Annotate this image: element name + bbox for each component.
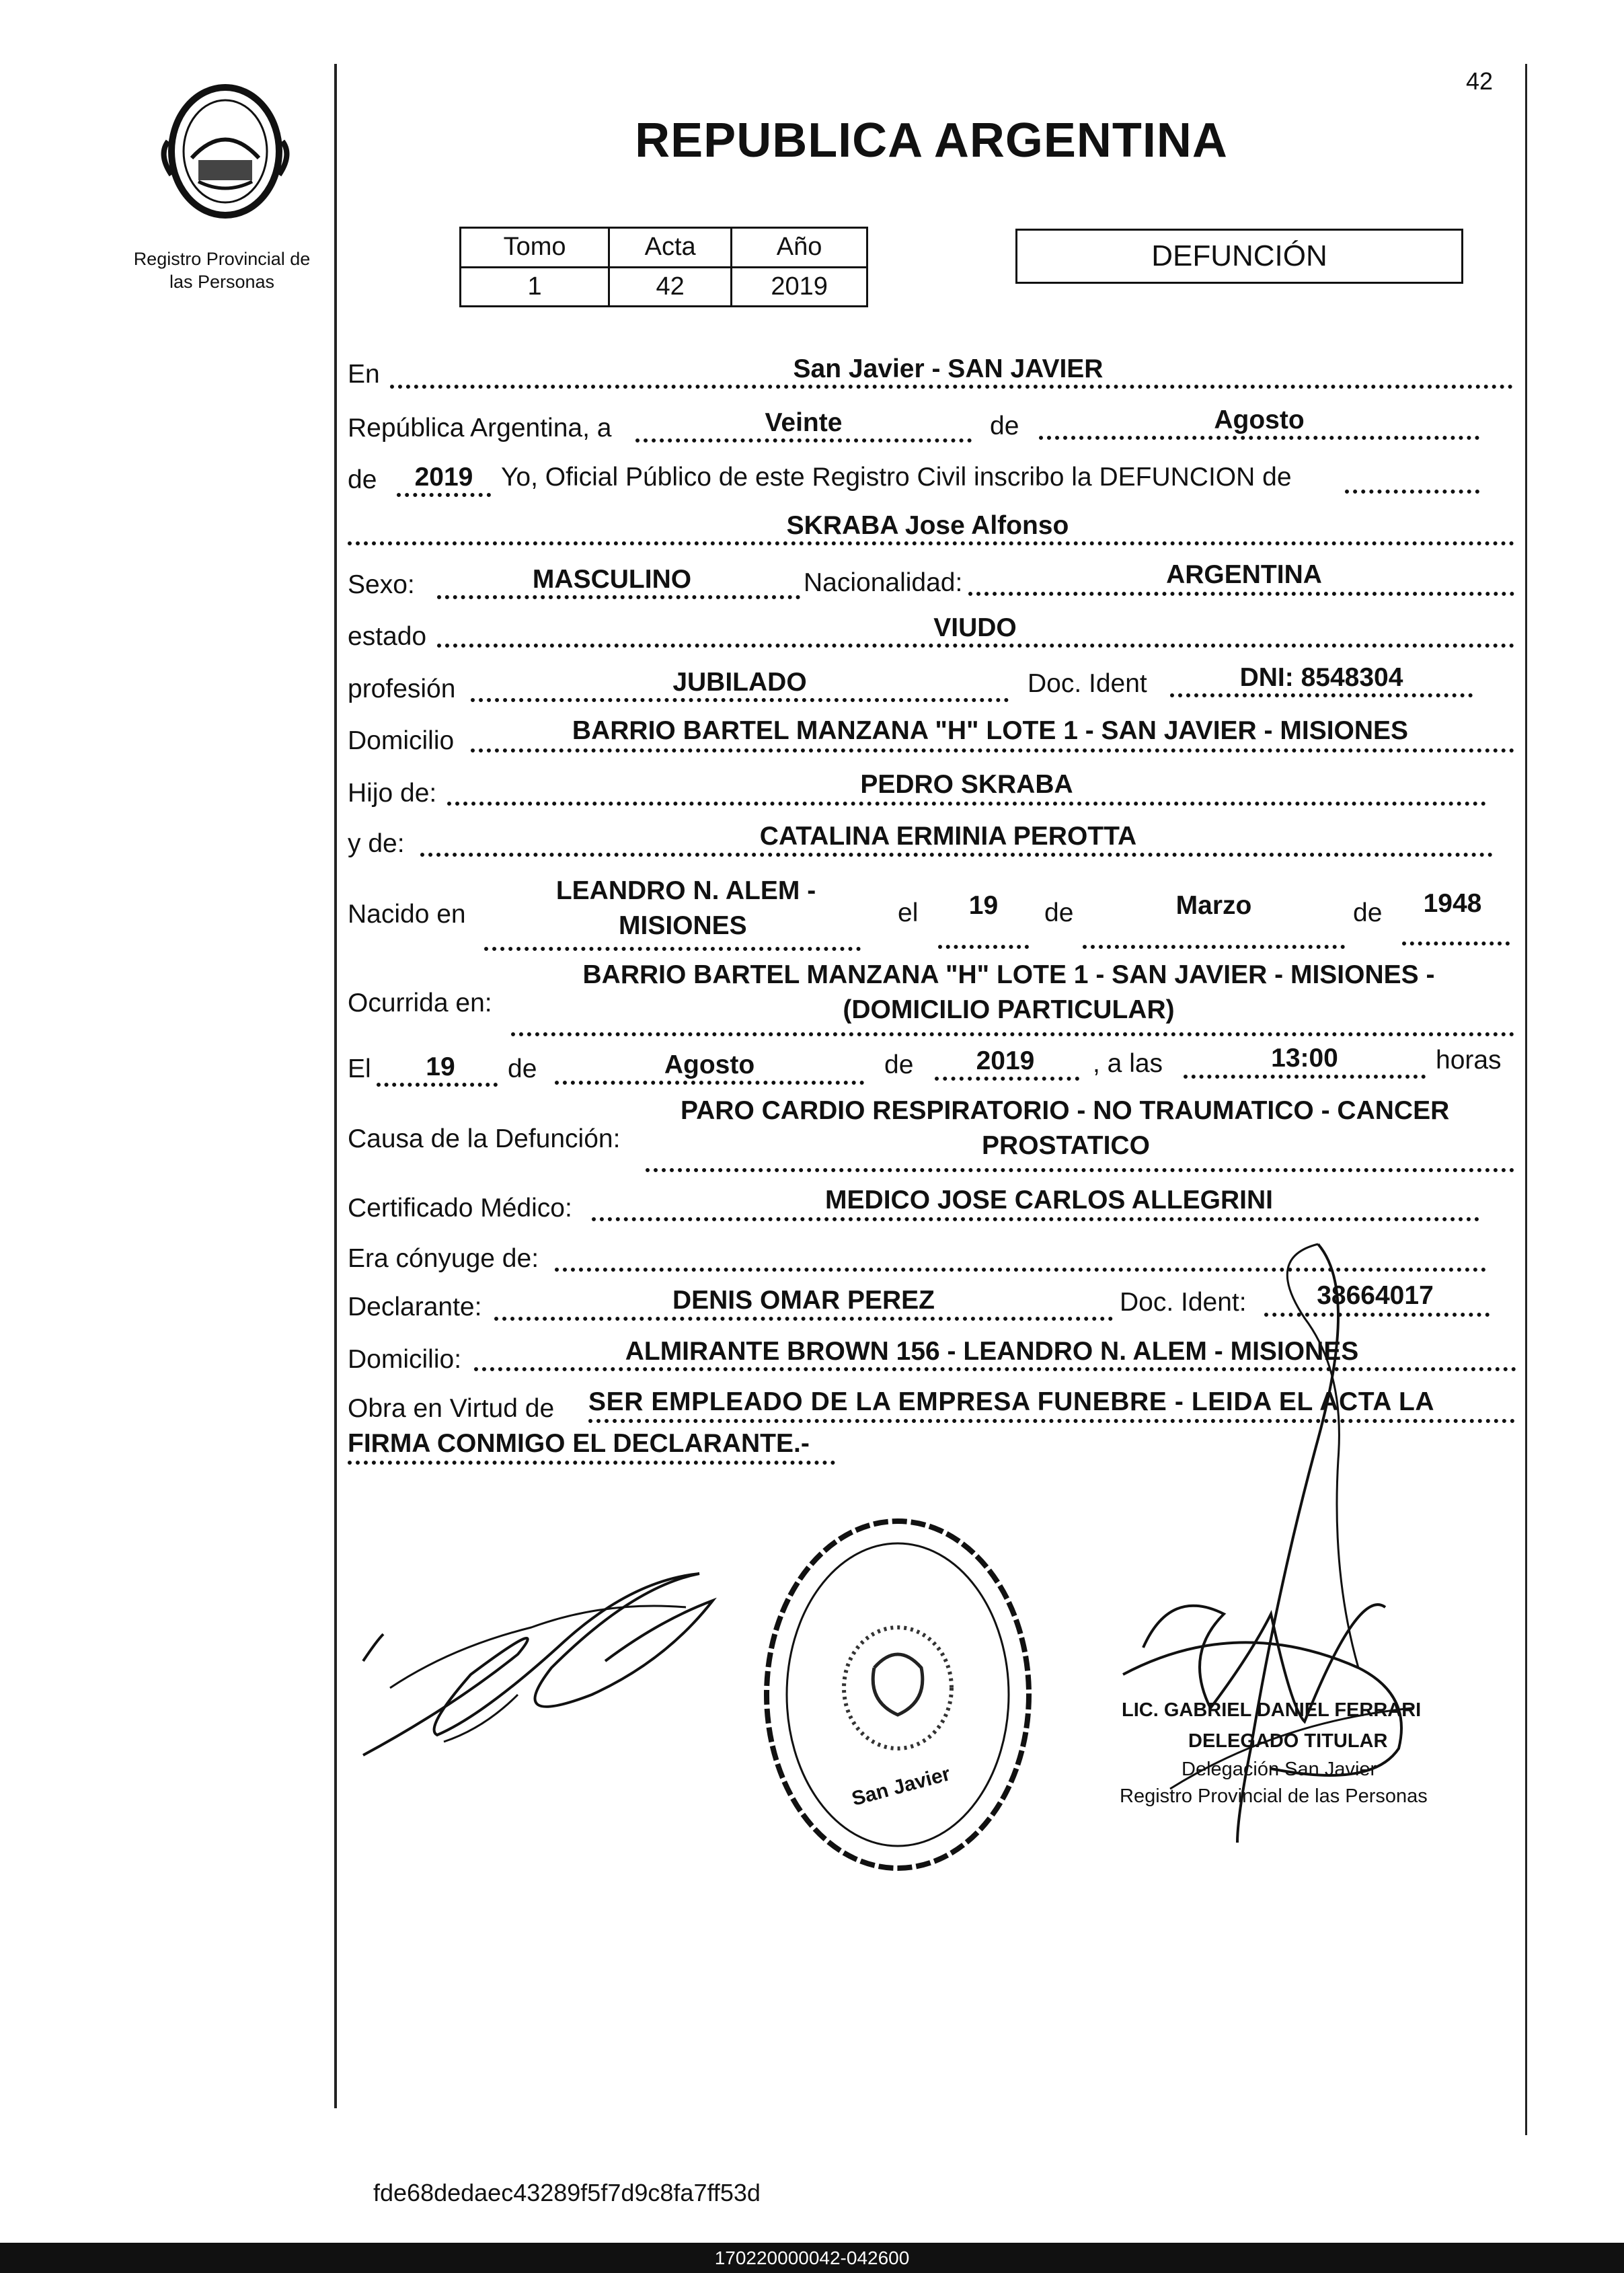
oficial-text: Yo, Oficial Público de este Registro Civil inscribo la DEFUNCION de [501, 463, 1292, 492]
estado-value: VIUDO [933, 613, 1017, 642]
stamp-center-text: San Javier [849, 1763, 953, 1810]
place-value: San Javier - SAN JAVIER [793, 354, 1104, 383]
birth-year: 1948 [1423, 889, 1482, 918]
year-value: 2019 [414, 463, 473, 492]
death-month-dotted-line [555, 1081, 864, 1085]
death-year: 2019 [976, 1046, 1035, 1075]
obra-line2: FIRMA CONMIGO EL DECLARANTE.- [348, 1429, 810, 1458]
alas-label: , a las [1093, 1049, 1163, 1078]
record-value-ano: 2019 [732, 267, 867, 307]
de-label-2: de [348, 465, 377, 494]
cause-line2: PROSTATICO [982, 1131, 1150, 1160]
official-stamp [753, 1506, 1042, 1883]
barcode-number-bar: 170220000042-042600 [0, 2243, 1624, 2273]
de-label-6: de [884, 1050, 914, 1079]
declarante-label: Declarante: [348, 1293, 482, 1321]
cause-dotted-line [646, 1168, 1514, 1172]
birth-day-dotted-line [938, 945, 1029, 949]
record-table [459, 227, 868, 307]
estado-dotted-line [437, 644, 1514, 648]
year-dotted-line [397, 493, 491, 497]
de-label-3: de [1044, 898, 1074, 927]
conyuge-label: Era cónyuge de: [348, 1244, 539, 1273]
record-header-ano: Año [732, 228, 867, 268]
decl-doc-label: Doc. Ident: [1120, 1288, 1247, 1317]
day-dotted-line [635, 438, 972, 442]
mother-dotted-line [420, 853, 1493, 857]
nacionalidad-dotted-line [968, 592, 1514, 596]
document-title: REPUBLICA ARGENTINA [635, 114, 1228, 167]
death-time-dotted-line [1184, 1075, 1426, 1079]
cause-line1: PARO CARDIO RESPIRATORIO - NO TRAUMATICO - CANCER [681, 1096, 1450, 1125]
official-name: LIC. GABRIEL DANIEL FERRARI [1122, 1699, 1422, 1721]
mother-value: CATALINA ERMINIA PEROTTA [759, 822, 1137, 851]
record-type-box: DEFUNCIÓN [1015, 229, 1463, 284]
record-header-tomo: Tomo [461, 228, 609, 268]
birth-day: 19 [968, 891, 999, 920]
place-dotted-line [390, 385, 1513, 389]
decl-domicilio-value: ALMIRANTE BROWN 156 - LEANDRO N. ALEM - MISIONES [625, 1337, 1359, 1366]
left-margin-line [334, 64, 337, 2108]
domicilio-value: BARRIO BARTEL MANZANA "H" LOTE 1 - SAN JAVIER - MISIONES [572, 716, 1409, 745]
death-year-dotted-line [935, 1077, 1079, 1081]
death-time: 13:00 [1271, 1044, 1338, 1073]
birthplace-line1: LEANDRO N. ALEM - [555, 876, 816, 905]
record-value-tomo: 1 [461, 267, 609, 307]
horas-label: horas [1436, 1046, 1502, 1075]
declarante-value: DENIS OMAR PEREZ [672, 1286, 935, 1315]
el-label: el [898, 898, 919, 927]
nacionalidad-label: Nacionalidad: [804, 568, 963, 597]
domicilio-label: Domicilio [348, 726, 455, 755]
El-label: El [348, 1054, 371, 1083]
registry-label-line2: las Personas [169, 272, 275, 292]
doc-ident-value: DNI: 8548304 [1239, 663, 1403, 692]
sexo-label: Sexo: [348, 570, 415, 599]
sexo-dotted-line [437, 595, 800, 599]
en-label: En [348, 360, 380, 389]
decl-domicilio-label: Domicilio: [348, 1345, 462, 1374]
official-delegation: Delegación San Javier [1182, 1759, 1377, 1780]
decl-doc-value: 38664017 [1317, 1281, 1434, 1310]
province-seal-logo [151, 81, 299, 229]
record-value-acta: 42 [609, 267, 732, 307]
official-title: DELEGADO TITULAR [1188, 1730, 1388, 1752]
right-margin-line [1525, 64, 1527, 2135]
certificado-dotted-line [592, 1217, 1479, 1221]
obra-line1: SER EMPLEADO DE LA EMPRESA FUNEBRE - LEIDA EL ACTA LA [588, 1387, 1435, 1416]
causa-label: Causa de la Defunción: [348, 1124, 621, 1153]
birth-year-dotted-line [1402, 941, 1510, 946]
birth-month: Marzo [1175, 891, 1252, 920]
month-dotted-line [1039, 436, 1479, 440]
doc-ident-dotted-line [1170, 693, 1473, 697]
profesion-label: profesión [348, 675, 456, 703]
domicilio-dotted-line [471, 748, 1514, 753]
father-dotted-line [447, 802, 1486, 806]
oficial-dotted-line [1345, 490, 1479, 494]
death-day: 19 [426, 1052, 455, 1081]
estado-label: estado [348, 622, 427, 651]
registry-label-line1: Registro Provincial de [133, 249, 311, 269]
death-place-line2: (DOMICILIO PARTICULAR) [843, 995, 1175, 1024]
de-label-4: de [1353, 898, 1383, 927]
de-label-5: de [508, 1054, 537, 1083]
nacionalidad-value: ARGENTINA [1166, 560, 1322, 589]
profesion-value: JUBILADO [672, 668, 807, 697]
nacido-label: Nacido en [348, 900, 466, 929]
day-value: Veinte [765, 408, 843, 437]
de-label-1: de [990, 412, 1019, 440]
death-place-dotted-line [511, 1032, 1514, 1036]
birth-month-dotted-line [1083, 945, 1345, 949]
certificado-value: MEDICO JOSE CARLOS ALLEGRINI [825, 1186, 1273, 1215]
father-value: PEDRO SKRABA [860, 770, 1073, 799]
obra-label: Obra en Virtud de [348, 1394, 555, 1423]
deceased-dotted-line [348, 541, 1514, 545]
birthplace-dotted-line [484, 947, 861, 951]
birthplace-line2: MISIONES [619, 911, 747, 940]
death-day-dotted-line [377, 1083, 498, 1087]
republica-label: República Argentina, a [348, 414, 612, 442]
registry-label [114, 247, 330, 293]
profesion-dotted-line [471, 698, 1009, 702]
page-number: 42 [1466, 67, 1494, 95]
doc-ident-label: Doc. Ident [1028, 669, 1147, 698]
official-registry: Registro Provincial de las Personas [1120, 1785, 1428, 1807]
document-hash: fde68dedaec43289f5f7d9c8fa7ff53d [373, 2179, 761, 2206]
declarante-dotted-line [494, 1317, 1113, 1321]
ocurrida-label: Ocurrida en: [348, 989, 492, 1017]
hijo-label: Hijo de: [348, 779, 437, 808]
record-header-acta: Acta [609, 228, 732, 268]
sexo-value: MASCULINO [532, 565, 692, 594]
month-value: Agosto [1214, 406, 1305, 434]
death-place-line1: BARRIO BARTEL MANZANA "H" LOTE 1 - SAN JAVIER - MISIONES - [582, 960, 1435, 989]
obra-dotted-line-2 [348, 1461, 835, 1465]
yde-label: y de: [348, 829, 405, 858]
death-month: Agosto [664, 1050, 755, 1079]
declarant-signature [350, 1560, 726, 1782]
deceased-name: SKRABA Jose Alfonso [786, 511, 1069, 540]
certificado-label: Certificado Médico: [348, 1194, 572, 1223]
